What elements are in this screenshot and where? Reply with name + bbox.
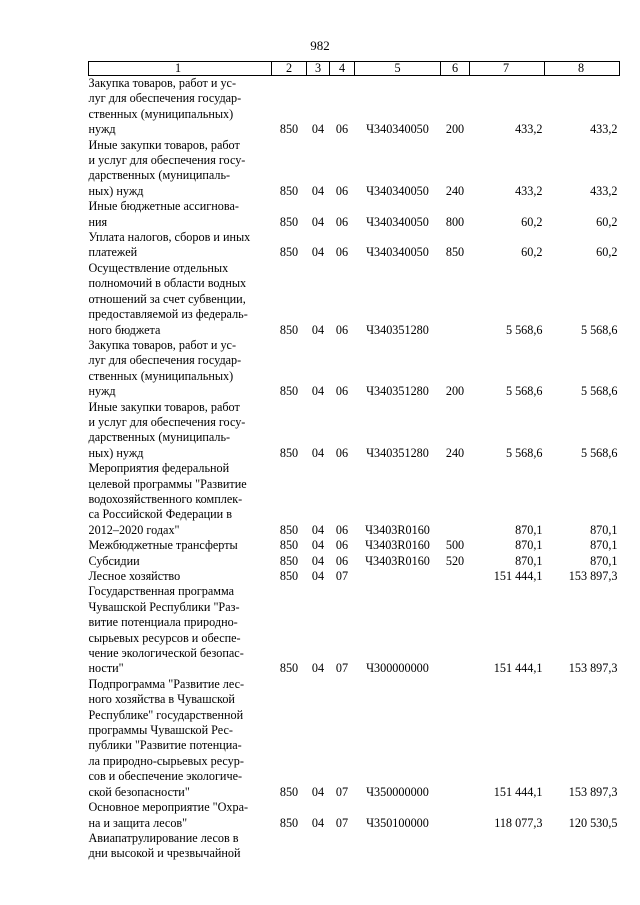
header-col-2: 2 <box>272 62 307 76</box>
row-section: 04 <box>311 522 325 537</box>
header-col-8: 8 <box>545 62 620 76</box>
header-col-3: 3 <box>307 62 330 76</box>
row-target-article: Ч340340050 <box>366 122 429 137</box>
row-section: 04 <box>311 322 325 337</box>
table-row <box>89 338 620 400</box>
row-expense-type: 240 <box>445 183 465 198</box>
table-row <box>89 261 620 338</box>
row-admin-code: 850 <box>279 384 299 399</box>
header-col-4: 4 <box>330 62 355 76</box>
row-target-article: Ч3403R0160 <box>365 553 430 568</box>
row-amount-year-2: 153 897,3 <box>568 661 618 676</box>
row-description: Осуществление отдельных полномочий в области водных отношений за счет субвенции, предоставляемой из федераль- ного бюджета <box>88 260 248 337</box>
row-subsection: 06 <box>335 245 349 260</box>
row-admin-code: 850 <box>279 322 299 337</box>
row-expense-type <box>441 677 470 800</box>
row-section: 04 <box>311 569 325 583</box>
row-target-article: Ч340340050 <box>366 214 429 229</box>
table-row <box>89 800 620 831</box>
row-expense-type: 200 <box>445 384 465 399</box>
row-description: Государственная программа Чувашской Республики "Раз- витие потенциала природно- сырьевых ресурсов и обеспе- чение экологической безопас- ности" <box>88 584 244 676</box>
row-amount-year-1: 870,1 <box>515 553 543 568</box>
row-section: 04 <box>311 245 325 260</box>
header-col-1: 1 <box>89 62 272 76</box>
table-row <box>89 76 620 138</box>
header-col-5: 5 <box>355 62 441 76</box>
row-subsection: 07 <box>335 569 349 583</box>
row-expense-type: 850 <box>445 245 465 260</box>
row-subsection: 06 <box>335 538 349 553</box>
row-description: Закупка товаров, работ и ус- луг для обеспечения государ- ственных (муниципальных) нужд <box>88 337 242 399</box>
row-section: 04 <box>311 384 325 399</box>
row-description: Подпрограмма "Развитие лес- ного хозяйства в Чувашской Республике" государственной программы Чувашской Рес- публики "Развитие потенциа- ла природно-сырьевых ресур- сов и обеспечение экологиче- ской безопасности" <box>88 676 245 799</box>
row-subsection: 07 <box>335 661 349 676</box>
row-admin-code: 850 <box>279 569 299 583</box>
row-target-article: Ч340340050 <box>366 183 429 198</box>
row-admin-code: 850 <box>279 522 299 537</box>
row-section: 04 <box>311 661 325 676</box>
row-description: Лесное хозяйство <box>88 569 181 583</box>
row-section: 04 <box>311 445 325 460</box>
row-amount-year-2: 153 897,3 <box>568 569 618 583</box>
header-row <box>89 62 620 76</box>
row-amount-year-1: 151 444,1 <box>493 661 543 676</box>
row-admin-code: 850 <box>279 784 299 799</box>
row-subsection: 06 <box>335 214 349 229</box>
row-amount-year-2: 433,2 <box>590 183 618 198</box>
page-number: 982 <box>310 38 330 53</box>
row-description: Субсидии <box>88 553 140 568</box>
row-expense-type <box>441 831 470 862</box>
header-col-7: 7 <box>470 62 545 76</box>
row-target-article: Ч340351280 <box>366 384 429 399</box>
header-col-6: 6 <box>441 62 470 76</box>
budget-table <box>88 61 620 862</box>
row-amount-year-1: 5 568,6 <box>505 384 543 399</box>
table-row <box>89 677 620 800</box>
row-section: 04 <box>311 122 325 137</box>
row-target-article: Ч350100000 <box>366 815 429 830</box>
row-amount-year-2: 433,2 <box>590 122 618 137</box>
table-row <box>89 400 620 462</box>
row-admin-code <box>272 831 307 862</box>
row-amount-year-2: 5 568,6 <box>580 322 618 337</box>
row-section <box>307 831 330 862</box>
row-target-article <box>355 569 441 584</box>
row-expense-type: 240 <box>445 445 465 460</box>
row-amount-year-1: 151 444,1 <box>493 569 543 583</box>
row-subsection <box>330 831 355 862</box>
row-admin-code: 850 <box>279 183 299 198</box>
row-expense-type <box>441 584 470 676</box>
row-amount-year-2: 120 530,5 <box>568 815 618 830</box>
table-row <box>89 584 620 676</box>
table-header <box>89 62 620 76</box>
row-description: Авиапатрулирование лесов в дни высокой и чрезвычайной <box>88 830 241 861</box>
row-admin-code: 850 <box>279 214 299 229</box>
row-amount-year-1: 870,1 <box>515 538 543 553</box>
row-expense-type <box>441 461 470 538</box>
row-description: Закупка товаров, работ и ус- луг для обеспечения государ- ственных (муниципальных) нужд <box>88 76 242 137</box>
row-amount-year-1: 433,2 <box>515 183 543 198</box>
row-target-article: Ч300000000 <box>366 661 429 676</box>
table-row <box>89 461 620 538</box>
row-amount-year-1: 5 568,6 <box>505 445 543 460</box>
row-section: 04 <box>311 538 325 553</box>
row-amount-year-1: 433,2 <box>515 122 543 137</box>
row-target-article: Ч340351280 <box>366 322 429 337</box>
table-row <box>89 538 620 553</box>
row-section: 04 <box>311 553 325 568</box>
row-subsection: 06 <box>335 322 349 337</box>
row-description: Уплата налогов, сборов и иных платежей <box>88 230 251 260</box>
row-admin-code: 850 <box>279 661 299 676</box>
row-amount-year-1 <box>470 831 545 862</box>
row-subsection: 06 <box>335 522 349 537</box>
row-amount-year-1: 60,2 <box>521 214 543 229</box>
row-amount-year-1: 151 444,1 <box>493 784 543 799</box>
row-amount-year-2: 870,1 <box>590 553 618 568</box>
row-admin-code: 850 <box>279 445 299 460</box>
row-amount-year-2: 60,2 <box>596 214 618 229</box>
table-body <box>89 76 620 862</box>
row-description: Иные закупки товаров, работ и услуг для обеспечения госу- дарственных (муниципаль- ных) нужд <box>88 399 246 460</box>
row-target-article: Ч3403R0160 <box>365 522 430 537</box>
table-row <box>89 569 620 584</box>
row-subsection: 06 <box>335 183 349 198</box>
row-amount-year-2: 5 568,6 <box>580 445 618 460</box>
row-target-article: Ч3403R0160 <box>365 538 430 553</box>
row-section: 04 <box>311 183 325 198</box>
row-amount-year-1: 118 077,3 <box>494 815 543 830</box>
row-subsection: 06 <box>335 122 349 137</box>
row-description: Мероприятия федеральной целевой программы "Развитие водохозяйственного комплек- са Российской Федерации в 2012–2020 годах" <box>88 461 247 537</box>
row-target-article: Ч350000000 <box>366 784 429 799</box>
row-amount-year-1: 870,1 <box>515 522 543 537</box>
row-section: 04 <box>311 815 325 830</box>
row-expense-type <box>441 800 470 831</box>
row-section: 04 <box>311 214 325 229</box>
row-expense-type: 520 <box>445 553 465 568</box>
row-description: Межбюджетные трансферты <box>88 538 238 553</box>
row-subsection: 06 <box>335 553 349 568</box>
table-row <box>89 230 620 261</box>
row-admin-code: 850 <box>279 538 299 553</box>
row-expense-type: 500 <box>445 538 465 553</box>
row-amount-year-2: 153 897,3 <box>568 784 618 799</box>
row-section: 04 <box>311 784 325 799</box>
row-subsection: 07 <box>335 784 349 799</box>
row-amount-year-2 <box>545 831 620 862</box>
row-admin-code: 850 <box>279 815 299 830</box>
row-amount-year-1: 5 568,6 <box>505 322 543 337</box>
row-target-article: Ч340340050 <box>366 245 429 260</box>
row-subsection: 06 <box>335 384 349 399</box>
row-admin-code: 850 <box>279 553 299 568</box>
row-subsection: 06 <box>335 445 349 460</box>
row-description: Иные закупки товаров, работ и услуг для обеспечения госу- дарственных (муниципаль- ных) нужд <box>88 137 246 198</box>
table-row <box>89 831 620 862</box>
row-amount-year-2: 870,1 <box>590 538 618 553</box>
row-target-article <box>355 831 441 862</box>
row-target-article: Ч340351280 <box>366 445 429 460</box>
row-expense-type <box>441 261 470 338</box>
row-amount-year-2: 60,2 <box>596 245 618 260</box>
row-expense-type: 800 <box>445 214 465 229</box>
table-row <box>89 554 620 569</box>
row-expense-type <box>441 569 470 584</box>
table-row <box>89 138 620 200</box>
table-row <box>89 199 620 230</box>
row-description: Основное мероприятие "Охра- на и защита лесов" <box>88 800 249 830</box>
row-amount-year-1: 60,2 <box>521 245 543 260</box>
row-description: Иные бюджетные ассигнова- ния <box>88 199 239 229</box>
row-expense-type: 200 <box>445 122 465 137</box>
row-admin-code: 850 <box>279 122 299 137</box>
row-subsection: 07 <box>335 815 349 830</box>
row-admin-code: 850 <box>279 245 299 260</box>
row-amount-year-2: 5 568,6 <box>580 384 618 399</box>
row-amount-year-2: 870,1 <box>590 522 618 537</box>
